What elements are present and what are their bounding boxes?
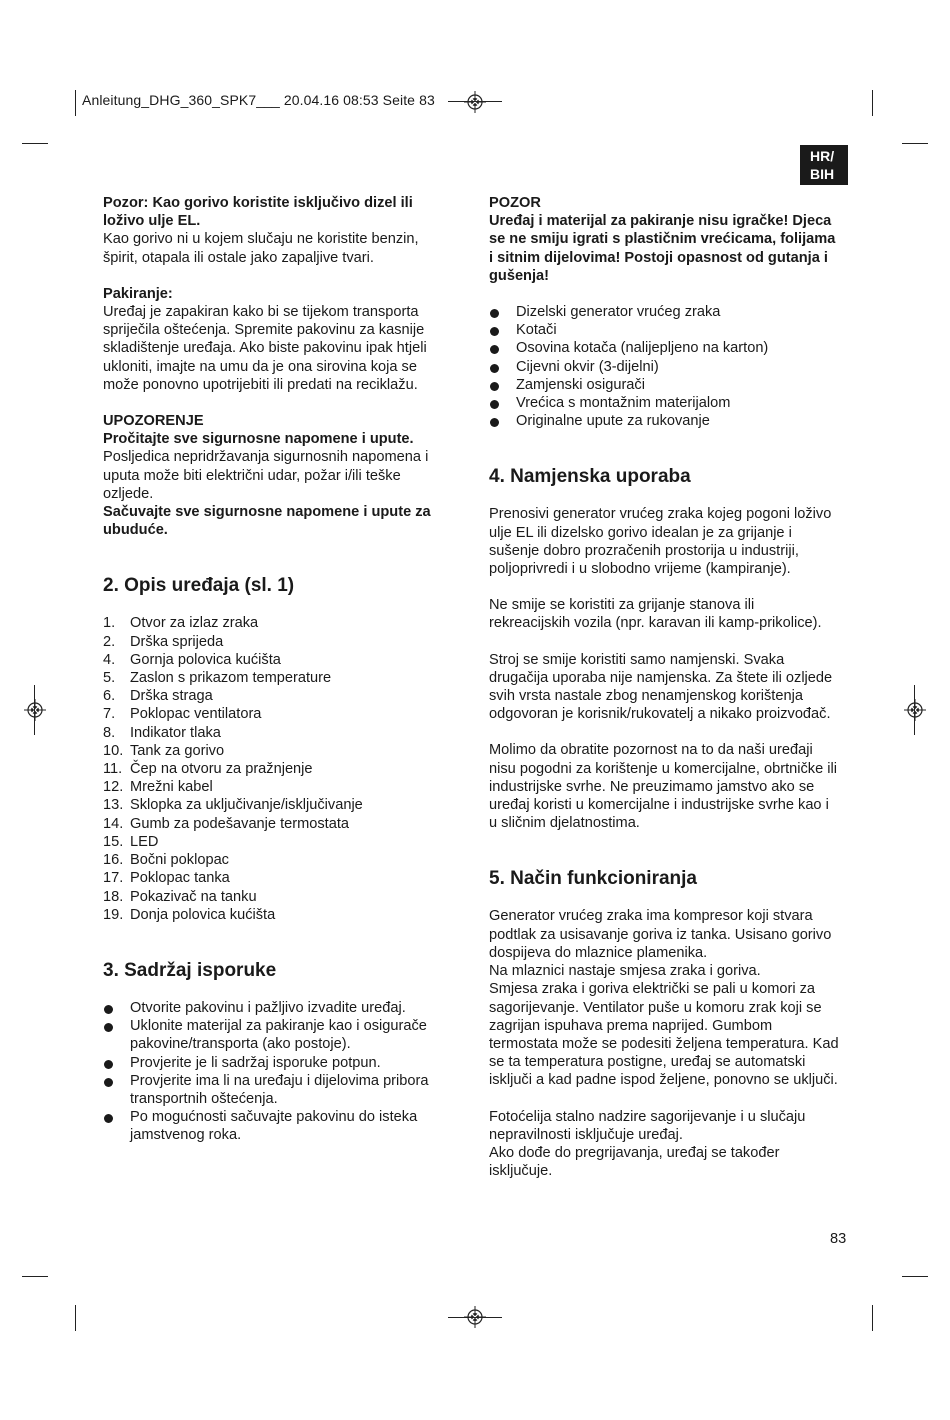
crop-mark [22,1276,48,1277]
intended-use-paragraph: Molimo da obratite pozornost na to da naši uređaji nisu pogodni za korištenje u komercijalne, obrtničke ili industrijske svrhe. Ne preuzimamo jamstvo ako se uređaj koristi u komercijalne i industrijske svrhe kao i u sličnim djelatnostima. [489,742,837,832]
list-item: 15. LED [103,833,159,850]
list-item: 19. Donja polovica kućišta [103,906,276,923]
packing-text: Uređaj je zapakiran kako bi se tijekom transporta spriječila oštećenja. Spremite pakovinu za kasnije skladištenje uređaja. Ako biste pakovinu ipak htjeli ukloniti, imajte na umu da je ona sirovina koja se može ponovno upotrijebiti ili predati na reciklažu. [103,304,427,393]
function-paragraph: Na mlaznici nastaje smjesa zraka i goriva. [489,963,761,980]
crop-mark [75,90,76,116]
function-paragraph: Smjesa zraka i goriva električki se pali u komori za sagorijevanje. Ventilator puše u komoru zrak koji se zagrijan ispuhava prema naprijed. Gumbom termostata može se podesiti željena temperatura. Kad se ta temperatura postigne, uređaj se automatski isključi a kad padne ispod željene, ponovno se uključi. [489,981,839,1089]
list-item: Provjerite je li sadržaj isporuke potpun. [103,1054,453,1072]
crop-mark [75,1305,76,1331]
list-item: Zamjenski osigurači [489,376,839,394]
list-item: 14. Gumb za podešavanje termostata [103,815,350,832]
fuel-warning-text: Kao gorivo ni u kojem slučaju ne koristite benzin, špirit, otapala ili ostale jako zapaljive tvari. [103,231,419,266]
list-item: 7. Poklopac ventilatora [103,706,262,723]
list-item: 13. Sklopka za uključivanje/isključivanje [103,797,363,814]
registration-mark-icon [904,699,926,721]
list-item: 18. Pokazivač na tanku [103,888,257,905]
bullet-icon [489,303,516,321]
bullet-icon [489,339,516,357]
list-item: Vrećica s montažnim materijalom [489,394,839,412]
registration-mark-icon [24,699,46,721]
registration-line [914,685,915,735]
list-item: 11. Čep na otvoru za pražnjenje [103,761,313,778]
registration-line [448,101,502,102]
caution-text: Uređaj i materijal za pakiranje nisu igračke! Djeca se ne smiju igrati s plastičnim vrećicama, folijama i sitnim dijelovima! Postoji opasnost od gutanja i gušenja! [489,213,836,284]
list-item: Otvorite pakovinu i pažljivo izvadite uređaj. [103,999,453,1017]
left-column [103,194,453,1145]
bullet-icon [489,376,516,394]
crop-mark [902,1276,928,1277]
function-paragraph: Fotoćelija stalno nadzire sagorijevanje i u slučaju nepravilnosti isključuje uređaj. [489,1108,806,1143]
language-badge [800,145,848,185]
registration-line [34,685,35,735]
list-item: 4. Gornja polovica kućišta [103,651,281,668]
list-item: Originalne upute za rukovanje [489,412,839,430]
warning-heading: UPOZORENJE [103,413,204,430]
right-column [489,194,839,1180]
list-item: 17. Poklopac tanka [103,870,230,887]
bullet-icon [103,1054,130,1072]
function-paragraph: Generator vrućeg zraka ima kompresor koji stvara podtlak za usisavanje goriva iz tanka. Usisano gorivo dospijeva do mlaznice plamenika. [489,908,832,961]
language-badge-line2: BIH [810,166,835,182]
function-paragraph: Ako dođe do pregrijavanja, uređaj se također isključuje. [489,1144,780,1180]
crop-mark [22,143,48,144]
crop-mark [872,1305,873,1331]
list-item: 8. Indikator tlaka [103,724,221,741]
list-item: Uklonite materijal za pakiranje kao i osigurače pakovine/transporta (ako postoje). [103,1017,453,1053]
list-item: 12. Mrežni kabel [103,779,213,796]
bullet-icon [103,1017,130,1053]
intended-use-paragraph: Stroj se smije koristiti samo namjenski. Svaka drugačija uporaba nije namjenska. Za štete ili ozljede svih vrsta nastale zbog nenamjenskog korištenja odgovoran je korisnik/rukovatelj a nikako proizvođač. [489,651,833,723]
intended-use-paragraph: Prenosivi generator vrućeg zraka kojeg pogoni loživo ulje EL ili dizelsko gorivo idealan je za grijanje i sušenje dobro prozračenih prostorija u industriji, poljoprivredi i u slobodno vrijeme (kampiranje). [489,506,832,578]
section-2-heading: 2. Opis uređaja (sl. 1) [103,575,295,597]
section-3-heading: 3. Sadržaj isporuke [103,959,277,981]
registration-line [448,1317,502,1318]
packing-heading: Pakiranje: [103,285,173,302]
list-item: 1. Otvor za izlaz zraka [103,615,259,632]
print-slug: Anleitung_DHG_360_SPK7___ 20.04.16 08:53 Seite 83 [82,92,435,108]
bullet-icon [489,321,516,339]
section-4-heading: 4. Namjenska uporaba [489,466,691,488]
list-item: 6. Drška straga [103,688,213,705]
bullet-icon [489,394,516,412]
delivery-steps-list [103,999,453,1145]
bullet-icon [489,358,516,376]
section-5-heading: 5. Način funkcioniranja [489,868,697,890]
list-item: Po mogućnosti sačuvajte pakovinu do isteka jamstvenog roka. [103,1108,453,1144]
list-item: Provjerite ima li na uređaju i dijelovima pribora transportnih oštećenja. [103,1072,453,1108]
bullet-icon [103,999,130,1017]
list-item: Osovina kotača (nalijepljeno na karton) [489,339,839,357]
warning-text: Posljedica nepridržavanja sigurnosnih napomena i uputa može biti električni udar, požar i/ili teške ozljede. [103,449,429,502]
bullet-icon [103,1072,130,1108]
crop-mark [902,143,928,144]
page-number: 83 [830,1231,847,1247]
package-contents-list [489,303,839,430]
list-item: 2. Drška sprijeda [103,633,224,650]
list-item: Cijevni okvir (3-dijelni) [489,358,839,376]
list-item: Kotači [489,321,839,339]
bullet-icon [489,412,516,430]
intended-use-paragraph: Ne smije se koristiti za grijanje stanova ili rekreacijskih vozila (npr. karavan ili kamp-prikolice). [489,597,822,632]
caution-heading: POZOR [489,195,541,211]
language-badge-line1: HR/ [810,148,835,164]
list-item: 5. Zaslon s prikazom temperature [103,670,332,687]
warning-bold-1: Pročitajte sve sigurnosne napomene i upute. [103,431,414,448]
list-item: 16. Bočni poklopac [103,852,229,869]
warning-bold-2: Sačuvajte sve sigurnosne napomene i upute za ubuduće. [103,504,431,539]
list-item: 10. Tank za gorivo [103,742,225,759]
device-parts-list [103,614,453,923]
bullet-icon [103,1108,130,1144]
crop-mark [872,90,873,116]
registration-mark-icon [464,91,486,113]
list-item: Dizelski generator vrućeg zraka [489,303,839,321]
fuel-warning-bold: Pozor: Kao gorivo koristite isključivo dizel ili loživo ulje EL. [103,195,413,230]
